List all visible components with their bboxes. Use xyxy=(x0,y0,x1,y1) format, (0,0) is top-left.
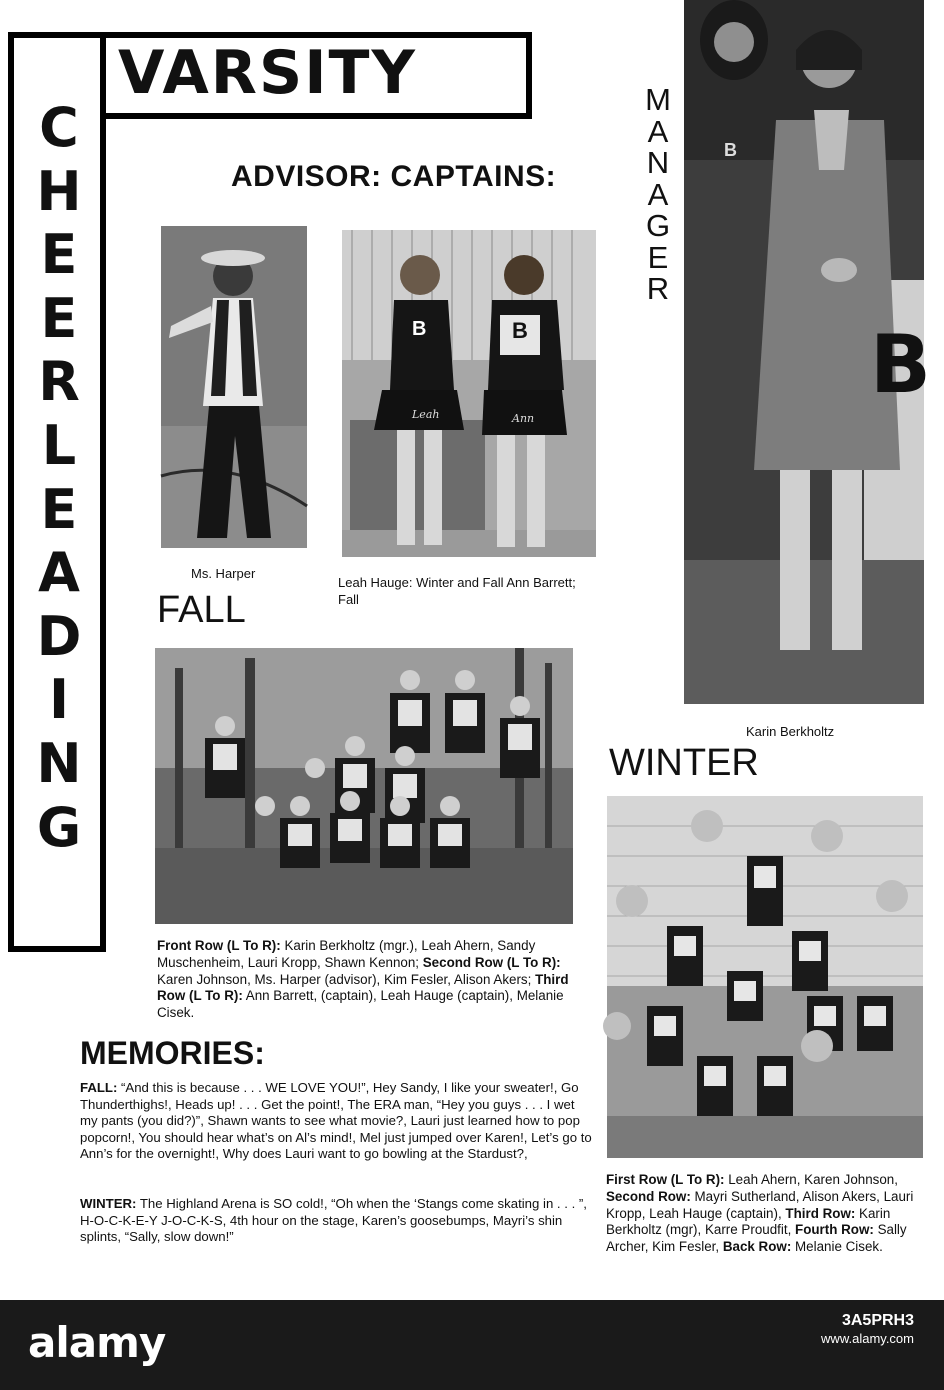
photo-advisor xyxy=(161,226,307,548)
heading-winter: WINTER xyxy=(609,742,759,784)
cheerleading-letter: D xyxy=(36,604,82,668)
fall-caption-row-names: Karin Berkholtz (mgr.), Leah Ahern, Sandy Muschenheim, Lauri Kropp, Shawn Kennon; xyxy=(157,938,536,970)
caption-fall-group xyxy=(157,938,577,1022)
watermark-site: www.alamy.com xyxy=(821,1331,914,1346)
winter-caption-row-label: First Row (L To R): xyxy=(606,1172,725,1187)
winter-caption-row-names: Sally Archer, Kim Fesler, xyxy=(606,1222,907,1255)
skirt-name-right: Ann xyxy=(512,412,535,425)
cheerleading-letter: G xyxy=(36,795,82,859)
manager-letter: M xyxy=(645,82,671,117)
manager-letter: A xyxy=(647,176,669,212)
jersey-letter-manager-bg: B xyxy=(724,140,737,160)
memories-fall-text: “And this is because . . . WE LOVE YOU!”, Hey Sandy, I like your sweater!, Go Thunderthighs!, Heads up! . . . Get the point!, The ERA man, “Hey you guys . . . I wet my pants (you did?)”, Shawn wants to see what movie?, Lauri just learned how to pop popcorn!, You should hear what’s on Al’s mind!, Mel just jumped over Karen!, Let’s go to Ann’s for the overnight!, Why does Lauri want to go bowling at the Stardust?, xyxy=(80,1080,592,1162)
fall-caption-row-names: Ann Barrett, (captain), Leah Hauge (captain), Melanie Cisek. xyxy=(157,988,564,1021)
winter-caption-row-names: Karin Berkholtz (mgr), Karre Proudfit, xyxy=(606,1205,891,1238)
frame-mid-line xyxy=(100,113,532,119)
cheerleading-letter: C xyxy=(39,96,79,159)
memories-fall xyxy=(80,1080,592,1163)
winter-caption-row-label: Fourth Row: xyxy=(795,1222,874,1238)
watermark-logo: alamy xyxy=(28,1318,166,1367)
memories-winter-text: The Highland Arena is SO cold!, “Oh when the ‘Stangs come skating in . . . ”, H-O-C-K-E-Y J-O-C-K-S, 4th hour on the stage, Karen’s goosebumps, Mayri’s shin splints, “Sally, slow down!” xyxy=(80,1196,587,1245)
memories-winter xyxy=(80,1196,592,1246)
photo-manager xyxy=(684,0,931,704)
heading-fall: FALL xyxy=(157,589,246,631)
winter-caption-row-names: Mayri Sutherland, Alison Akers, Lauri Kropp, Leah Hauge (captain), xyxy=(606,1188,914,1221)
cheerleading-letter: I xyxy=(48,668,70,732)
cheerleading-letter: L xyxy=(41,413,77,477)
cheerleading-letter: N xyxy=(36,731,82,795)
cheerleading-letter: R xyxy=(38,350,80,414)
winter-caption-row-label: Second Row: xyxy=(606,1188,691,1204)
cheerleading-letter: E xyxy=(40,477,78,541)
frame-left-line xyxy=(8,32,14,952)
manager-letter: E xyxy=(647,239,669,275)
manager-letter: A xyxy=(647,113,669,149)
cheerleading-letter: A xyxy=(38,541,80,605)
cheerleading-letter: E xyxy=(40,223,78,287)
jersey-letter-right: B xyxy=(512,318,528,343)
watermark-info xyxy=(821,1312,914,1348)
winter-caption-row-label: Back Row: xyxy=(722,1239,792,1255)
winter-caption-row-names: Melanie Cisek. xyxy=(791,1239,883,1255)
winter-caption-row-label: Third Row: xyxy=(785,1205,856,1221)
caption-manager: Karin Berkholtz xyxy=(746,724,835,739)
fall-caption-row-label: Second Row (L To R): xyxy=(422,954,561,970)
cheerleading-letter: H xyxy=(36,159,82,223)
frame-right-line xyxy=(526,32,532,118)
winter-caption-row-names: Leah Ahern, Karen Johnson, xyxy=(724,1172,898,1187)
frame-bottom-line xyxy=(8,946,106,952)
caption-advisor: Ms. Harper xyxy=(191,566,256,581)
caption-captains: Leah Hauge: Winter and Fall Ann Barrett; Fall xyxy=(338,575,576,607)
fall-caption-row-label: Third Row (L To R): xyxy=(157,971,569,1004)
manager-letter: G xyxy=(645,208,671,243)
manager-letter: R xyxy=(646,271,670,306)
cheerleading-letter: E xyxy=(40,286,78,350)
memories-winter-label: WINTER: xyxy=(80,1196,137,1211)
memories-fall-label: FALL: xyxy=(80,1080,118,1095)
skirt-name-left: Leah xyxy=(412,408,440,421)
frame-inner-down-line xyxy=(100,113,106,952)
fall-caption-row-names: Karen Johnson, Ms. Harper (advisor), Kim Fesler, Alison Akers; xyxy=(157,971,536,987)
jersey-letter-left: B xyxy=(412,318,427,340)
manager-letter: N xyxy=(646,145,670,180)
vertical-label-manager xyxy=(636,84,680,305)
heading-advisor-captains: ADVISOR: CAPTAINS: xyxy=(231,160,557,193)
heading-memories: MEMORIES: xyxy=(80,1035,265,1071)
caption-winter-group xyxy=(606,1172,926,1256)
watermark-image-id: 3A5PRH3 xyxy=(841,1312,914,1329)
photo-captains xyxy=(342,230,596,557)
photo-winter-group xyxy=(607,796,923,1158)
vertical-title-cheerleading xyxy=(20,96,98,859)
title-varsity: VARSITY xyxy=(118,38,417,108)
frame-inner-line xyxy=(100,32,106,119)
fall-caption-row-label: Front Row (L To R): xyxy=(157,938,281,953)
photo-fall-group xyxy=(155,648,573,924)
banner-letter: B xyxy=(870,318,931,411)
